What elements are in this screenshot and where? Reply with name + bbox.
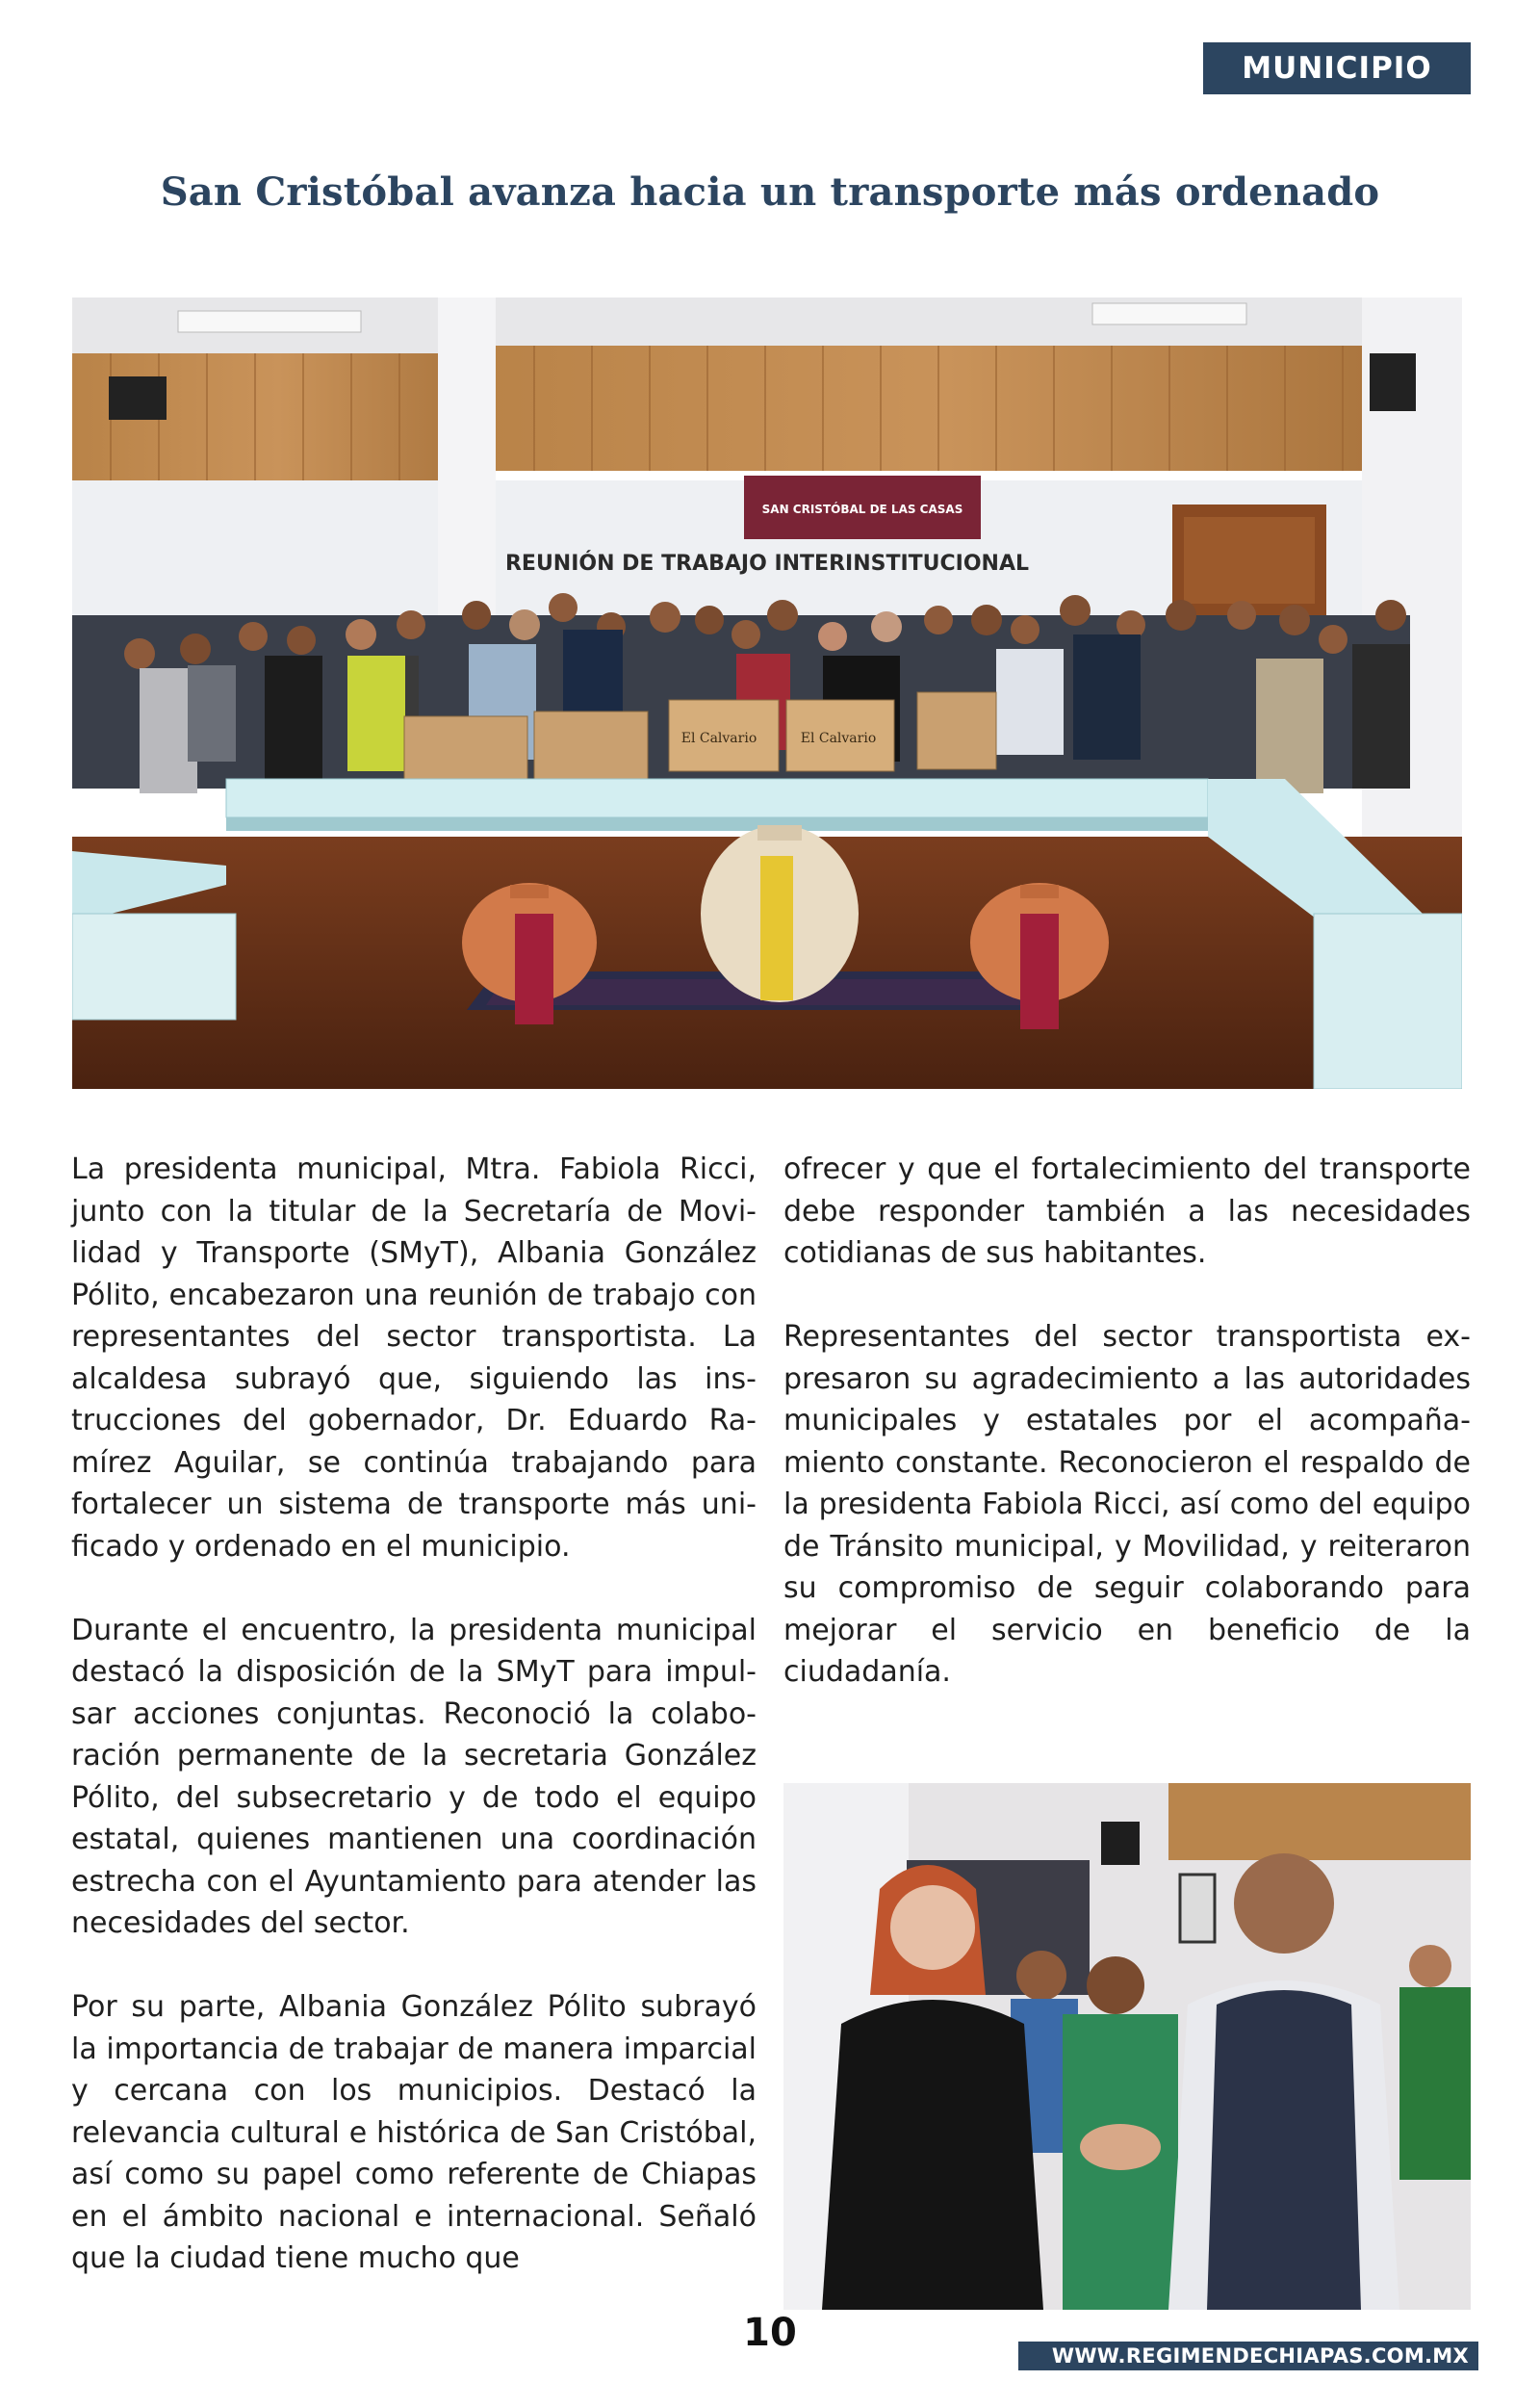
paragraph-3: Por su parte, Albania González Pólito subrayó la importancia de trabajar de manera imparcial y cercana con los municipios. Destacó la relevancia cultural e histórica de San Cristóbal, así como su papel como referente de Chiapas en el ámbito nacional e internacional. Señaló que la ciudad tiene mucho que (71, 1990, 757, 2275)
page-number: 10 (743, 2311, 797, 2355)
handshake-illustration (783, 1783, 1471, 2310)
box-label-1: El Calvario (680, 731, 757, 746)
website-footer[interactable]: WWW.REGIMENDECHIAPAS.COM.MX (1018, 2342, 1478, 2370)
paragraph-2: Durante el encuentro, la presidenta municipal destacó la disposición de la SMyT para impulsar acciones conjuntas. Reconoció la colaboración permanente de la secretaria González Pólito, del subsecretario y de todo el equipo estatal, quienes mantienen una coordinación estrecha con el Ayuntamiento para atender las necesidades del sector. (71, 1613, 757, 1940)
paragraph-4: ofrecer y que el fortalecimiento del transporte debe responder también a las necesidades cotidianas de sus habitantes. (783, 1152, 1471, 1270)
section-tag: MUNICIPIO (1203, 42, 1471, 94)
article-headline: San Cristóbal avanza hacia un transporte más ordenado (160, 169, 1380, 215)
paragraph-5: Representantes del sector transportista expresaron su agradecimiento a las autoridades municipales y estatales por el acompañamiento constante. Reconocieron el respaldo de la presidenta Fabiola Ricci, así como del equipo de Tránsito municipal, y Movilidad, y reiteraron su compromiso de seguir colaborando para mejorar el servicio en beneficio de la ciudadanía. (783, 1320, 1471, 1689)
municipal-sign-text: SAN CRISTÓBAL DE LAS CASAS (761, 503, 963, 516)
group-meeting-illustration (72, 298, 1462, 1089)
group-meeting-photo (72, 298, 1462, 1089)
box-label-2: El Calvario (800, 731, 877, 746)
article-column-left (71, 1149, 757, 2321)
handshake-photo (783, 1783, 1471, 2310)
banner-text: REUNIÓN DE TRABAJO INTERINSTITUCIONAL (504, 552, 1030, 576)
article-column-right (783, 1149, 1471, 1735)
paragraph-1: La presidenta municipal, Mtra. Fabiola Ricci, junto con la titular de la Secretaría de Movilidad y Transporte (SMyT), Albania González Pólito, encabezaron una reunión de trabajo con representantes del sector transportista. La alcaldesa subrayó que, siguiendo las instrucciones del gobernador, Dr. Eduardo Ramírez Aguilar, se continúa trabajando para fortalecer un sistema de transporte más unificado y ordenado en el municipio. (71, 1152, 757, 1564)
